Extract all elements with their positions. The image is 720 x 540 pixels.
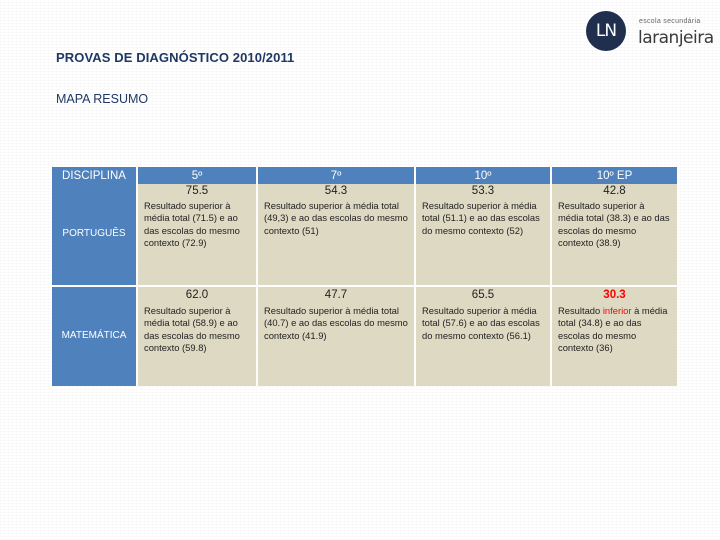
result-text: Resultado superior à média total (40.7) e ao das escolas do mesmo contexto (41.9)	[264, 305, 408, 341]
cell-matematica-10ep	[552, 287, 677, 386]
page-subtitle: MAPA RESUMO	[56, 92, 149, 106]
cell-portugues-5	[138, 184, 256, 285]
result-text: Resultado superior à média total (49,3) e ao das escolas do mesmo contexto (51)	[264, 200, 408, 236]
cell-matematica-10	[416, 287, 550, 386]
result-text-post: à média total (34.8) e ao das escolas do mesmo contexto (36)	[558, 305, 668, 354]
row-label-matematica: MATEMÁTICA	[52, 287, 136, 386]
header-grade-10ep: 10º EP	[552, 167, 677, 184]
page-title: PROVAS DE DIAGNÓSTICO 2010/2011	[56, 50, 295, 65]
avg-value: 75.5	[185, 185, 209, 197]
result-text: Resultado superior à média total (51.1) e ao das escolas do mesmo contexto (52)	[422, 200, 540, 236]
avg-value: 53.3	[471, 185, 495, 197]
cell-portugues-10	[416, 184, 550, 285]
logo-big-text: laranjeira	[638, 28, 714, 48]
result-text	[552, 305, 677, 355]
result-flag-inferior: inferior	[602, 305, 632, 316]
avg-value-below: 30.3	[603, 289, 626, 301]
logo-mark-icon: LN	[586, 11, 626, 51]
result-text: Resultado superior à média total (57.6) e ao das escolas do mesmo contexto (56.1)	[422, 305, 540, 341]
school-logo	[586, 10, 714, 54]
row-label-portugues: PORTUGUÊS	[52, 184, 136, 285]
logo-small-text: escola secundária	[639, 18, 701, 25]
cell-matematica-7	[258, 287, 414, 386]
avg-value: 47.7	[324, 289, 348, 301]
cell-portugues-10ep	[552, 184, 677, 285]
header-disciplina: DISCIPLINA	[52, 167, 136, 184]
avg-value: 54.3	[324, 185, 348, 197]
header-grade-5: 5º	[138, 167, 256, 184]
result-text: Resultado superior à média total (71.5) e ao das escolas do mesmo contexto (72.9)	[144, 200, 240, 249]
avg-value: 42.8	[603, 185, 626, 197]
cell-portugues-7	[258, 184, 414, 285]
result-text: Resultado superior à média total (38.3) e ao das escolas do mesmo contexto (38.9)	[558, 200, 670, 249]
avg-value: 62.0	[185, 289, 209, 301]
header-grade-10: 10º	[416, 167, 550, 184]
cell-matematica-5	[138, 287, 256, 386]
result-text: Resultado superior à média total (58.9) e ao das escolas do mesmo contexto (59.8)	[144, 305, 240, 354]
header-grade-7: 7º	[258, 167, 414, 184]
result-text-pre: Resultado	[558, 305, 603, 316]
avg-value: 65.5	[471, 289, 495, 301]
